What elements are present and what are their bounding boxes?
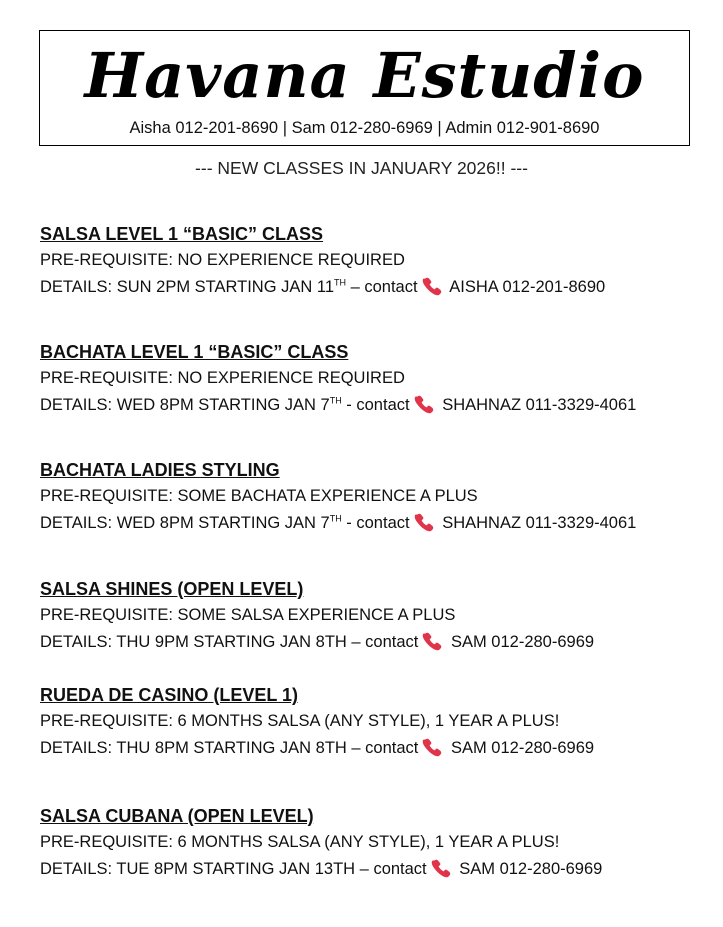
details-contact: SAM 012-280-6969 [459,860,603,878]
details-contact: SAM 012-280-6969 [450,739,595,757]
class-block [40,576,710,660]
studio-name: Havana Estudio [84,39,645,112]
details-superscript: TH [334,277,347,288]
class-block [40,221,710,305]
details-text: DETAILS: TUE 8PM STARTING JAN 13TH – contact [40,860,427,878]
announcement: --- NEW CLASSES IN JANUARY 2026!! --- [195,158,528,178]
details-contact: AISHA 012-201-8690 [449,278,606,296]
details-text: DETAILS: THU 8PM STARTING JAN 8TH – contact [40,739,419,757]
class-block [40,682,710,766]
details-contact-label: - contact [341,396,410,414]
class-title: BACHATA LEVEL 1 “BASIC” CLASS [40,342,349,362]
class-prerequisite: PRE-REQUISITE: NO EXPERIENCE REQUIRED [40,369,405,387]
details-text: DETAILS: WED 8PM STARTING JAN 7 [40,396,330,414]
class-prerequisite: PRE-REQUISITE: SOME BACHATA EXPERIENCE A PLUS [40,487,478,505]
class-title: SALSA SHINES (OPEN LEVEL) [40,579,304,599]
details-text: DETAILS: WED 8PM STARTING JAN 7 [40,514,330,532]
class-details [40,392,710,423]
phone-icon [414,394,436,423]
details-text: DETAILS: THU 9PM STARTING JAN 8TH – contact [40,633,419,651]
details-contact-label: - contact [341,514,410,532]
class-title: SALSA LEVEL 1 “BASIC” CLASS [40,224,324,244]
class-prerequisite: PRE-REQUISITE: 6 MONTHS SALSA (ANY STYLE), 1 YEAR A PLUS! [40,712,560,730]
class-details [40,856,710,887]
details-contact: SHAHNAZ 011-3329-4061 [442,514,637,532]
class-details [40,629,710,660]
phone-icon [422,276,444,305]
class-prerequisite: PRE-REQUISITE: 6 MONTHS SALSA (ANY STYLE), 1 YEAR A PLUS! [40,833,560,851]
phone-icon [422,631,444,660]
details-superscript: TH [329,513,342,524]
class-title: BACHATA LADIES STYLING [40,460,280,480]
class-prerequisite: PRE-REQUISITE: SOME SALSA EXPERIENCE A PLUS [40,606,456,624]
details-contact-label: – contact [346,278,418,296]
phone-icon [414,512,436,541]
class-details [40,735,710,766]
phone-icon [422,737,444,766]
class-block [40,803,710,887]
details-contact: SHAHNAZ 011-3329-4061 [442,396,637,414]
class-block [40,339,710,423]
class-title: SALSA CUBANA (OPEN LEVEL) [40,806,314,826]
class-prerequisite: PRE-REQUISITE: NO EXPERIENCE REQUIRED [40,251,405,269]
header-contacts: Aisha 012-201-8690 | Sam 012-280-6969 | Admin 012-901-8690 [129,119,600,137]
class-title: RUEDA DE CASINO (LEVEL 1) [40,685,299,705]
class-details [40,510,710,541]
details-contact: SAM 012-280-6969 [450,633,595,651]
header-box [39,30,690,146]
class-details [40,274,710,305]
class-block [40,457,710,541]
details-superscript: TH [329,395,342,406]
details-text: DETAILS: SUN 2PM STARTING JAN 11 [40,278,335,296]
phone-icon [431,858,453,887]
